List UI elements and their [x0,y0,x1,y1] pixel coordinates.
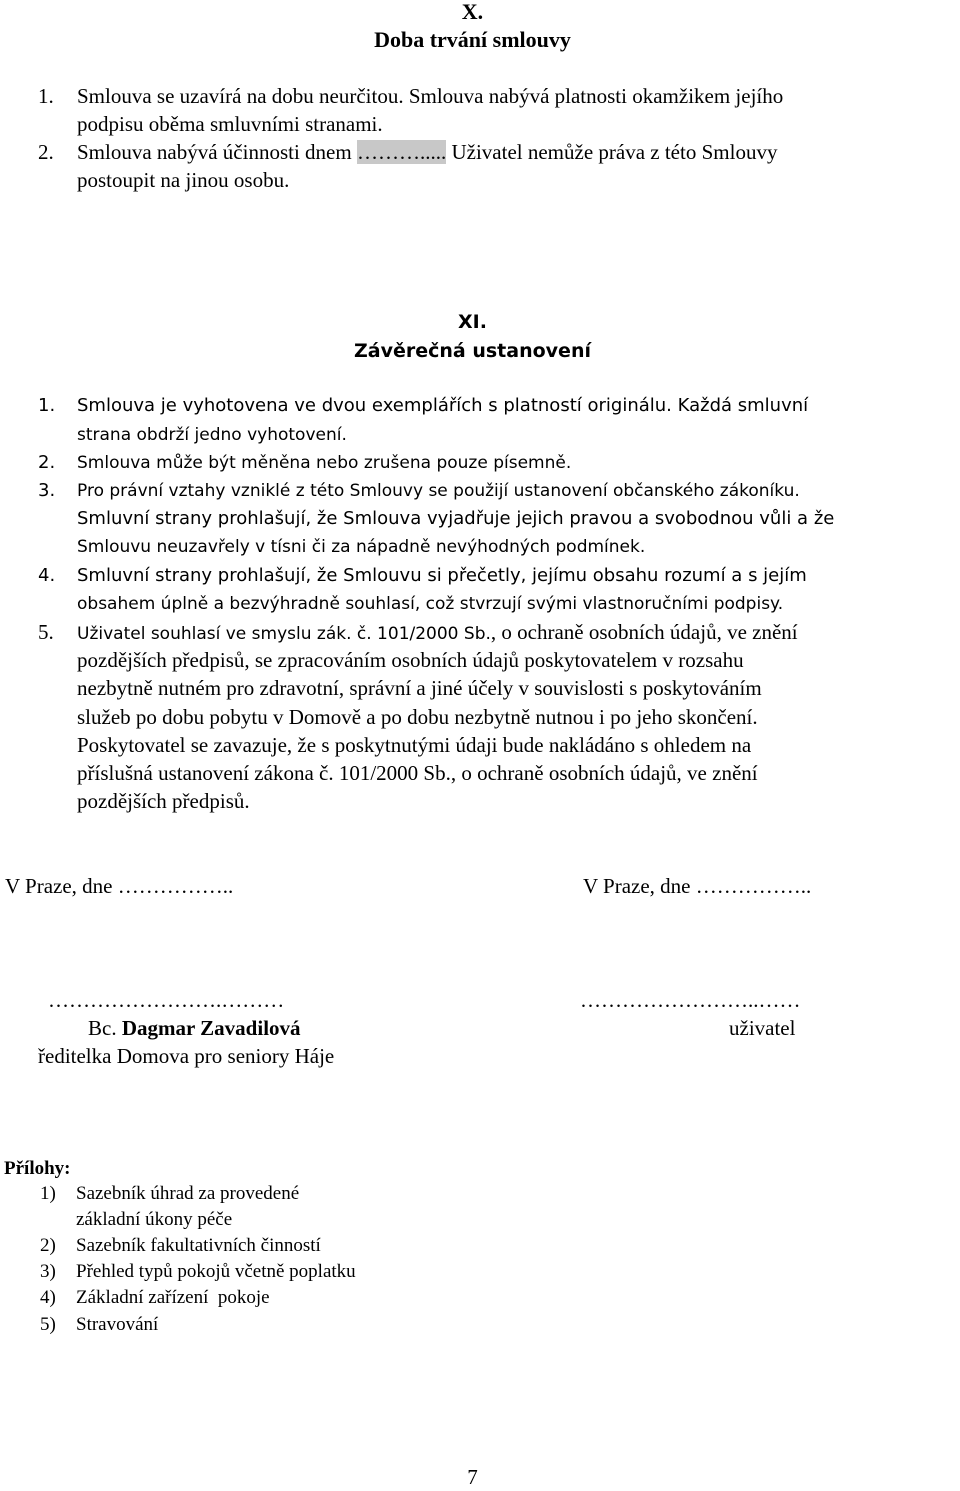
attachment-number: 1) [40,1183,56,1204]
list-item-text: postoupit na jinou osobu. [77,168,290,192]
list-item-text: Smlouva se uzavírá na dobu neurčitou. Smlouva nabývá platnosti okamžikem jejího [77,84,784,108]
user-role: uživatel [729,1016,796,1040]
list-item-text: pozdějších předpisů, se zpracováním osobních údajů poskytovatelem v rozsahu [77,648,744,672]
attachment-number: 3) [40,1261,56,1282]
list-item-number: 2. [38,452,56,473]
list-item-text: příslušná ustanovení zákona č. 101/2000 Sb., o ochraně osobních údajů, ve znění [77,761,758,785]
attachment-title: Základní zařízení pokoje [76,1287,270,1308]
attachment-number: 5) [40,1314,56,1335]
list-item-text: pozdějších předpisů. [77,789,250,813]
attachment-number: 2) [40,1235,56,1256]
effective-date-label: Smlouva nabývá účinnosti dnem [77,140,352,164]
list-item-text: Smlouvu neuzavřely v tísni či za nápadně nevýhodných podmínek. [77,537,646,557]
effective-date-continuation: Uživatel nemůže práva z této Smlouvy [446,140,778,164]
list-item-number: 3. [38,480,56,501]
list-item-number: 1. [38,395,56,416]
list-item-text [77,618,943,648]
list-item-text: nezbytně nutném pro zdravotní, správní a jiné účely v souvislosti s poskytováním [77,676,762,700]
list-item-number: 2. [38,140,54,164]
consent-text: , o ochraně osobních údajů, ve znění [490,620,798,644]
signatory-title: Bc. [88,1016,122,1040]
list-item-number: 1. [38,84,54,108]
attachment-title: Sazebník úhrad za provedené [76,1183,300,1204]
signature-right-place-date: V Praze, dne …………….. [583,874,812,898]
list-item-text [77,138,943,166]
section-x-numeral: X. [461,0,484,24]
list-item-text: služeb po dobu pobytu v Domově a po dobu nezbytně nutnou i po jeho skončení. [77,705,758,729]
attachment-title-continuation: základní úkony péče [76,1209,233,1230]
list-item-text: Smlouva může být měněna nebo zrušena pouze písemně. [77,453,572,473]
list-item-number: 4. [38,565,56,586]
list-item-text: Pro právní vztahy vzniklé z této Smlouvy se použijí ustanovení občanského zákoníku. [77,481,800,501]
attachment-title: Přehled typů pokojů včetně poplatku [76,1261,356,1282]
signature-right-line: ……………………..…… [580,988,801,1012]
attachment-item [0,1285,600,1315]
signature-left-place-date: V Praze, dne …………….. [5,874,234,898]
page-number: 7 [467,1465,478,1489]
attachments-heading: Přílohy: [4,1158,71,1179]
signatory-full-name: Dagmar Zavadilová [121,1016,301,1040]
attachment-title: Sazebník fakultativních činností [76,1235,321,1256]
consent-law-reference: Uživatel souhlasí ve smyslu zák. č. 101/2000 Sb. [77,624,491,644]
list-item-number: 5. [38,620,54,644]
list-item-text: obsahem úplně a bezvýhradně souhlasí, což stvrzují svými vlastnoručními podpisy. [77,594,784,614]
list-item-text: Smlouva je vyhotovena ve dvou exemplářích s platností originálu. Každá smluvní [77,395,809,416]
signatory-name [88,1014,301,1042]
section-xi-numeral: XI. [458,311,487,333]
list-item-text: Smluvní strany prohlašují, že Smlouva vyjadřuje jejich pravou a svobodnou vůli a že [77,508,835,529]
list-item-text: Poskytovatel se zavazuje, že s poskytnutými údaji bude nakládáno s ohledem na [77,733,752,757]
signatory-role: ředitelka Domova pro seniory Háje [38,1044,335,1068]
attachment-number: 4) [40,1287,56,1308]
signature-left-line: …………………….……… [48,988,285,1012]
list-item-text: strana obdrží jedno vyhotovení. [77,425,347,445]
attachment-title: Stravování [76,1314,159,1335]
section-x-title: Doba trvání smlouvy [374,27,571,52]
list-item-text: podpisu oběma smluvními stranami. [77,112,383,136]
attachment-item [0,1312,600,1342]
list-item-text: Smluvní strany prohlašují, že Smlouvu si přečetly, jejímu obsahu rozumí a s jejím [77,565,807,586]
section-xi-title: Závěrečná ustanovení [354,340,591,362]
effective-date-blank: ………..... [356,140,447,164]
